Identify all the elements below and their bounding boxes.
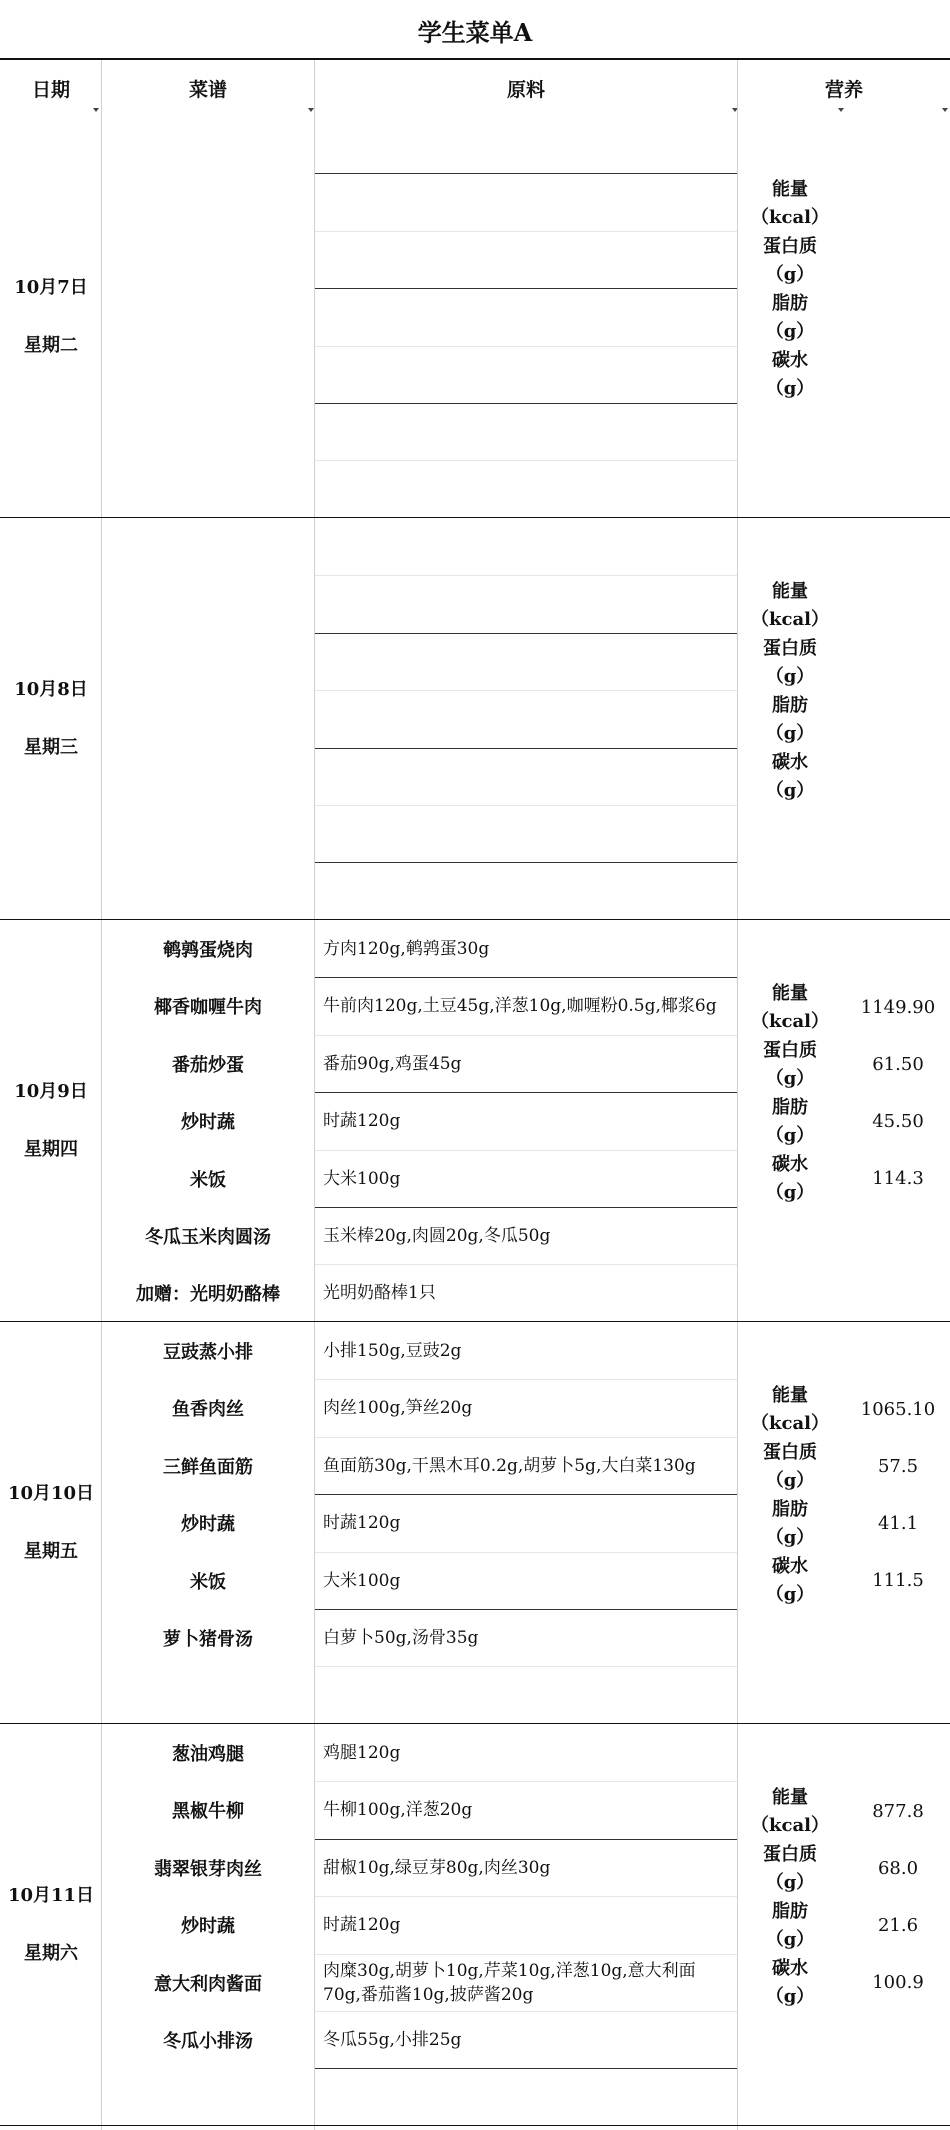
ingredient-rule (315, 173, 737, 174)
column-divider (737, 60, 738, 2130)
header-nutrition: 营养 (824, 78, 863, 101)
day-separator (0, 2125, 950, 2126)
dish-ingredients: 时蔬120g (323, 1110, 401, 1131)
nutrition-label-unit: （g） (765, 264, 815, 285)
dish-ingredients: 时蔬120g (323, 1914, 401, 1935)
dish-name: 黑椒牛柳 (172, 1800, 244, 1822)
nutrition-label-name: 蛋白质 (763, 638, 817, 659)
nutrition-label-name: 能量 (772, 1787, 808, 1808)
dish-name: 炒时蔬 (181, 1111, 235, 1133)
nutrition-label-unit: （kcal） (751, 609, 829, 630)
nutrition-label-name: 能量 (772, 581, 808, 602)
dish-name: 葱油鸡腿 (172, 1743, 244, 1765)
nutrition-label-name: 能量 (772, 179, 808, 200)
dish-name: 鱼香肉丝 (172, 1398, 244, 1420)
nutrition-label-unit: （g） (765, 1872, 815, 1893)
dish-ingredients: 大米100g (323, 1570, 401, 1591)
dish-ingredients: 冬瓜55g,小排25g (323, 2029, 462, 2050)
ingredient-rule (315, 2068, 737, 2069)
nutrition-value-carbs: 114.3 (872, 1168, 924, 1189)
ingredient-rule (315, 862, 737, 863)
nutrition-label-unit: （g） (765, 1125, 815, 1146)
nutrition-label-protein (740, 1439, 840, 1495)
day-date-cell (0, 116, 102, 518)
nutrition-label-name: 碳水 (772, 1154, 808, 1175)
nutrition-label-name: 蛋白质 (763, 236, 817, 257)
nutrition-label-carbs (740, 347, 840, 403)
day-date-cell (0, 518, 102, 920)
dish-name: 米饭 (190, 1571, 226, 1593)
ingredient-rule (315, 633, 737, 634)
nutrition-value-carbs: 100.9 (872, 1972, 924, 1993)
dish-name: 豆豉蒸小排 (163, 1341, 253, 1363)
row-guide (315, 805, 737, 806)
nutrition-label-name: 脂肪 (772, 1901, 808, 1922)
nutrition-label-name: 碳水 (772, 752, 808, 773)
ingredient-rule (315, 403, 737, 404)
ingredient-rule (315, 748, 737, 749)
nutrition-value-energy: 1065.10 (860, 1399, 936, 1420)
dish-name: 炒时蔬 (181, 1513, 235, 1535)
nutrition-value-carbs: 111.5 (872, 1570, 924, 1591)
dish-ingredients: 鸡腿120g (323, 1742, 401, 1763)
filter-dropdown-nutrition-icon[interactable] (838, 108, 844, 112)
dish-ingredients: 番茄90g,鸡蛋45g (323, 1053, 462, 1074)
dish-ingredients: 肉丝100g,笋丝20g (323, 1397, 473, 1418)
dish-ingredients: 牛前肉120g,土豆45g,洋葱10g,咖喱粉0.5g,椰浆6g (323, 995, 717, 1016)
header-ingredients: 原料 (506, 78, 545, 101)
dish-name: 加赠：光明奶酪棒 (136, 1283, 280, 1305)
dish-ingredients: 小排150g,豆豉2g (323, 1340, 462, 1361)
nutrition-label-name: 脂肪 (772, 695, 808, 716)
nutrition-label-unit: （g） (765, 1527, 815, 1548)
nutrition-label-unit: （g） (765, 723, 815, 744)
ingredient-rule (315, 288, 737, 289)
nutrition-label-unit: （g） (765, 1929, 815, 1950)
day-date-cell (0, 1724, 102, 2126)
row-guide (315, 575, 737, 576)
dish-name: 翡翠银芽肉丝 (154, 1858, 262, 1880)
nutrition-value-energy: 877.8 (872, 1801, 924, 1822)
row-guide (315, 231, 737, 232)
day-weekday: 星期六 (24, 1943, 78, 1964)
day-date-cell (0, 1322, 102, 1724)
nutrition-label-energy (740, 1382, 840, 1438)
nutrition-label-name: 蛋白质 (763, 1442, 817, 1463)
row-guide (315, 690, 737, 691)
nutrition-label-unit: （g） (765, 1584, 815, 1605)
nutrition-label-name: 碳水 (772, 1958, 808, 1979)
day-weekday: 星期四 (24, 1139, 78, 1160)
dish-ingredients: 玉米棒20g,肉圆20g,冬瓜50g (323, 1225, 551, 1246)
nutrition-label-fat (740, 692, 840, 748)
nutrition-label-unit: （kcal） (751, 1413, 829, 1434)
nutrition-label-protein (740, 1037, 840, 1093)
nutrition-label-unit: （kcal） (751, 1011, 829, 1032)
day-date: 10月7日 (14, 277, 88, 298)
page-title: 学生菜单A (417, 17, 533, 47)
filter-dropdown-date-icon[interactable] (93, 108, 99, 112)
nutrition-label-unit: （g） (765, 1182, 815, 1203)
dish-ingredients: 鱼面筋30g,干黑木耳0.2g,胡萝卜5g,大白菜130g (323, 1455, 696, 1476)
nutrition-label-unit: （g） (765, 666, 815, 687)
day-weekday: 星期二 (24, 335, 78, 356)
nutrition-value-fat: 45.50 (872, 1111, 924, 1132)
dish-ingredients: 白萝卜50g,汤骨35g (323, 1627, 479, 1648)
nutrition-label-unit: （g） (765, 1470, 815, 1491)
dish-ingredients: 光明奶酪棒1只 (323, 1282, 436, 1303)
dish-name: 三鲜鱼面筋 (163, 1456, 253, 1478)
day-date-cell (0, 920, 102, 1322)
nutrition-label-carbs (740, 749, 840, 805)
nutrition-label-name: 蛋白质 (763, 1844, 817, 1865)
day-weekday: 星期三 (24, 737, 78, 758)
nutrition-label-carbs (740, 1553, 840, 1609)
dish-ingredients: 肉糜30g,胡萝卜10g,芹菜10g,洋葱10g,意大利面70g,番茄酱10g,披萨酱20g (323, 1960, 696, 2005)
day-date: 10月8日 (14, 679, 88, 700)
nutrition-label-unit: （kcal） (751, 1815, 829, 1836)
nutrition-label-unit: （g） (765, 378, 815, 399)
nutrition-label-name: 脂肪 (772, 1097, 808, 1118)
nutrition-label-name: 脂肪 (772, 1499, 808, 1520)
nutrition-label-name: 碳水 (772, 1556, 808, 1577)
nutrition-label-energy (740, 176, 840, 232)
nutrition-label-protein (740, 233, 840, 289)
dish-ingredients: 大米100g (323, 1168, 401, 1189)
nutrition-label-protein (740, 635, 840, 691)
nutrition-label-unit: （g） (765, 1986, 815, 2007)
nutrition-label-name: 能量 (772, 1385, 808, 1406)
nutrition-label-unit: （g） (765, 780, 815, 801)
nutrition-label-unit: （g） (765, 321, 815, 342)
nutrition-value-protein: 61.50 (872, 1054, 924, 1075)
nutrition-label-protein (740, 1841, 840, 1897)
nutrition-value-protein: 68.0 (877, 1858, 919, 1879)
day-separator (0, 517, 950, 518)
day-date: 10月11日 (7, 1885, 95, 1906)
nutrition-label-fat (740, 1094, 840, 1150)
nutrition-label-unit: （g） (765, 1068, 815, 1089)
filter-dropdown-nutrition-end-icon[interactable] (942, 108, 948, 112)
dish-name: 米饭 (190, 1169, 226, 1191)
row-guide (315, 346, 737, 347)
nutrition-label-name: 蛋白质 (763, 1040, 817, 1061)
nutrition-label-name: 能量 (772, 983, 808, 1004)
nutrition-label-energy (740, 578, 840, 634)
nutrition-label-name: 碳水 (772, 350, 808, 371)
nutrition-label-energy (740, 980, 840, 1036)
dish-ingredients: 方肉120g,鹌鹑蛋30g (323, 938, 490, 959)
row-guide (315, 460, 737, 461)
nutrition-label-fat (740, 290, 840, 346)
nutrition-label-fat (740, 1496, 840, 1552)
nutrition-label-unit: （kcal） (751, 207, 829, 228)
day-weekday: 星期五 (24, 1541, 78, 1562)
nutrition-label-name: 脂肪 (772, 293, 808, 314)
dish-name: 椰香咖喱牛肉 (154, 996, 262, 1018)
nutrition-label-fat (740, 1898, 840, 1954)
nutrition-label-carbs (740, 1955, 840, 2011)
nutrition-value-fat: 41.1 (877, 1513, 919, 1534)
nutrition-value-energy: 1149.90 (860, 997, 936, 1018)
row-guide (315, 1666, 737, 1667)
dish-name: 冬瓜小排汤 (163, 2030, 253, 2052)
header-menu: 菜谱 (188, 78, 227, 101)
nutrition-label-energy (740, 1784, 840, 1840)
dish-ingredients: 牛柳100g,洋葱20g (323, 1799, 473, 1820)
dish-name: 鹌鹑蛋烧肉 (163, 939, 253, 961)
header-date: 日期 (31, 78, 70, 101)
dish-name: 意大利肉酱面 (154, 1973, 262, 1995)
dish-name: 炒时蔬 (181, 1915, 235, 1937)
dish-name: 萝卜猪骨汤 (163, 1628, 253, 1650)
nutrition-label-carbs (740, 1151, 840, 1207)
dish-name: 冬瓜玉米肉圆汤 (145, 1226, 271, 1248)
day-date: 10月10日 (7, 1483, 95, 1504)
nutrition-value-fat: 21.6 (877, 1915, 919, 1936)
day-date: 10月9日 (14, 1081, 88, 1102)
dish-ingredients: 时蔬120g (323, 1512, 401, 1533)
nutrition-value-protein: 57.5 (877, 1456, 919, 1477)
dish-name: 番茄炒蛋 (172, 1054, 244, 1076)
dish-ingredients: 甜椒10g,绿豆芽80g,肉丝30g (323, 1857, 551, 1878)
